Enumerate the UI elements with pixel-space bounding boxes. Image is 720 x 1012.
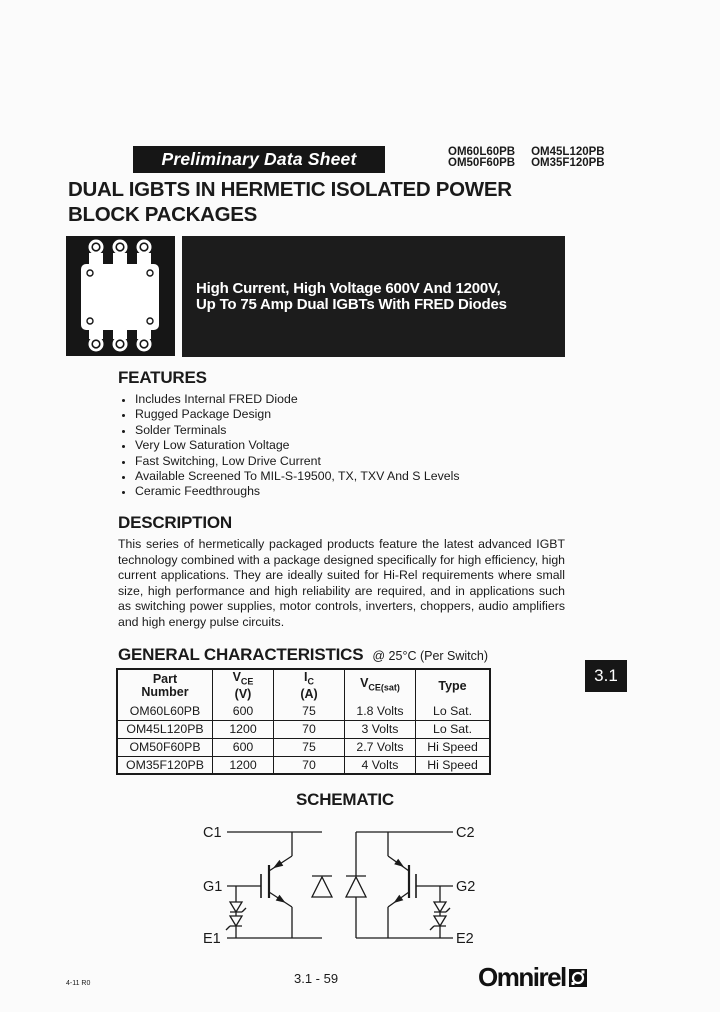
banner-label: Preliminary Data Sheet	[161, 149, 357, 169]
omnirel-logo-icon	[569, 969, 587, 987]
cell-part: OM50F60PB	[129, 740, 201, 754]
cell-type: Hi Speed	[416, 738, 491, 756]
cell-ic: 70	[274, 756, 345, 774]
general-characteristics-table	[116, 668, 491, 775]
bullet-icon	[122, 445, 125, 448]
table-row	[117, 702, 490, 720]
bullet-icon	[122, 399, 125, 402]
test-condition-label: @ 25°C (Per Switch)	[372, 649, 489, 663]
cell-part: OM60L60PB	[129, 703, 201, 718]
table-header-row	[117, 669, 490, 702]
omnirel-wordmark: Omnirel	[478, 962, 566, 992]
features-section	[118, 368, 578, 500]
section-tab	[585, 660, 627, 692]
page-title-line1: DUAL IGBTS IN HERMETIC ISOLATED POWER	[68, 178, 512, 201]
footer-brand	[478, 962, 587, 993]
part-number-list	[448, 147, 605, 169]
col-header-part-number: Part Number	[141, 672, 189, 699]
terminal-label-e1: E1	[203, 931, 221, 947]
col-header-vcesat: $V_{CE(sat)}$	[345, 669, 416, 702]
bullet-icon	[122, 476, 125, 479]
bullet-icon	[122, 491, 125, 494]
feature-item: Fast Switching, Low Drive Current	[118, 454, 578, 469]
features-list	[118, 392, 578, 500]
cell-part: OM45L120PB	[126, 722, 204, 736]
cell-type: Lo Sat.	[416, 702, 491, 720]
cell-ic: 70	[274, 720, 345, 738]
footer-page-number: 3.1 - 59	[294, 971, 339, 986]
description-text: This series of hermetically packaged products feature the latest advanced IGBT technology combined with a package designed specifically for high efficiency, high current applications. They are ideally suited for Hi-Rel requirements where small size, high performance and high reliability are required, and in applications such as switching power supplies, motor controls, inverters, choppers, audio amplifiers and high energy pulse circuits.	[118, 537, 565, 629]
cell-vce: 600	[213, 702, 274, 720]
cell-ic: 75	[274, 702, 345, 720]
cell-vcesat: 1.8 Volts	[345, 702, 416, 720]
part-number: OM45L120PB	[531, 146, 605, 158]
terminal-label-g1: G1	[203, 879, 223, 895]
feature-item: Includes Internal FRED Diode	[118, 392, 578, 407]
table-row	[117, 720, 490, 738]
feature-item: Very Low Saturation Voltage	[118, 438, 578, 453]
cell-type: Hi Speed	[416, 756, 491, 774]
col-header-ic: $I_C$ (A)	[274, 669, 345, 702]
description-heading: DESCRIPTION	[118, 513, 232, 532]
col-header-vce: $V_{CE}$ (V)	[213, 669, 274, 702]
cell-part: OM35F120PB	[126, 757, 204, 772]
hero-tagline-line1: High Current, High Voltage 600V And 1200V,	[196, 279, 501, 297]
footer-doc-code: 4-11 R0	[66, 980, 91, 987]
hero-tagline-line2: Up To 75 Amp Dual IGBTs With FRED Diodes	[196, 295, 507, 313]
col-header-type: Type	[416, 669, 491, 702]
feature-item: Ceramic Feedthroughs	[118, 484, 578, 499]
description-section	[118, 513, 565, 631]
cell-ic: 75	[274, 738, 345, 756]
cell-vce: 600	[213, 738, 274, 756]
package-illustration-panel	[66, 236, 175, 356]
general-characteristics-heading: GENERAL CHARACTERISTICS	[118, 645, 364, 664]
preliminary-banner	[133, 146, 385, 173]
cell-type: Lo Sat.	[416, 720, 491, 738]
part-number: OM60L60PB	[448, 146, 516, 158]
cell-vcesat: 3 Volts	[345, 720, 416, 738]
cell-vce: 1200	[213, 756, 274, 774]
page-title-line2: BLOCK PACKAGES	[68, 203, 258, 226]
table-row	[117, 756, 490, 774]
terminal-label-e2: E2	[456, 931, 474, 947]
cell-vce: 1200	[213, 720, 274, 738]
bullet-icon	[122, 414, 125, 417]
table-row	[117, 738, 490, 756]
section-tab-label: 3.1	[594, 666, 618, 685]
cell-vcesat: 4 Volts	[345, 756, 416, 774]
hero-tagline-panel	[182, 236, 565, 357]
bullet-icon	[122, 430, 125, 433]
part-number: OM50F60PB	[448, 157, 516, 169]
features-heading: FEATURES	[118, 368, 207, 387]
page-title	[68, 177, 512, 227]
part-number: OM35F120PB	[531, 157, 605, 169]
bullet-icon	[122, 461, 125, 464]
terminal-label-c1: C1	[203, 825, 222, 841]
schematic-diagram	[200, 816, 490, 956]
feature-item: Rugged Package Design	[118, 407, 578, 422]
schematic-heading: SCHEMATIC	[296, 790, 394, 809]
power-block-package-icon	[66, 236, 175, 356]
feature-item: Solder Terminals	[118, 423, 578, 438]
terminal-label-c2: C2	[456, 825, 475, 841]
feature-item: Available Screened To MIL-S-19500, TX, TXV And S Levels	[118, 469, 578, 484]
terminal-label-g2: G2	[456, 879, 476, 895]
general-characteristics-heading-row	[118, 645, 488, 665]
cell-vcesat: 2.7 Volts	[345, 738, 416, 756]
